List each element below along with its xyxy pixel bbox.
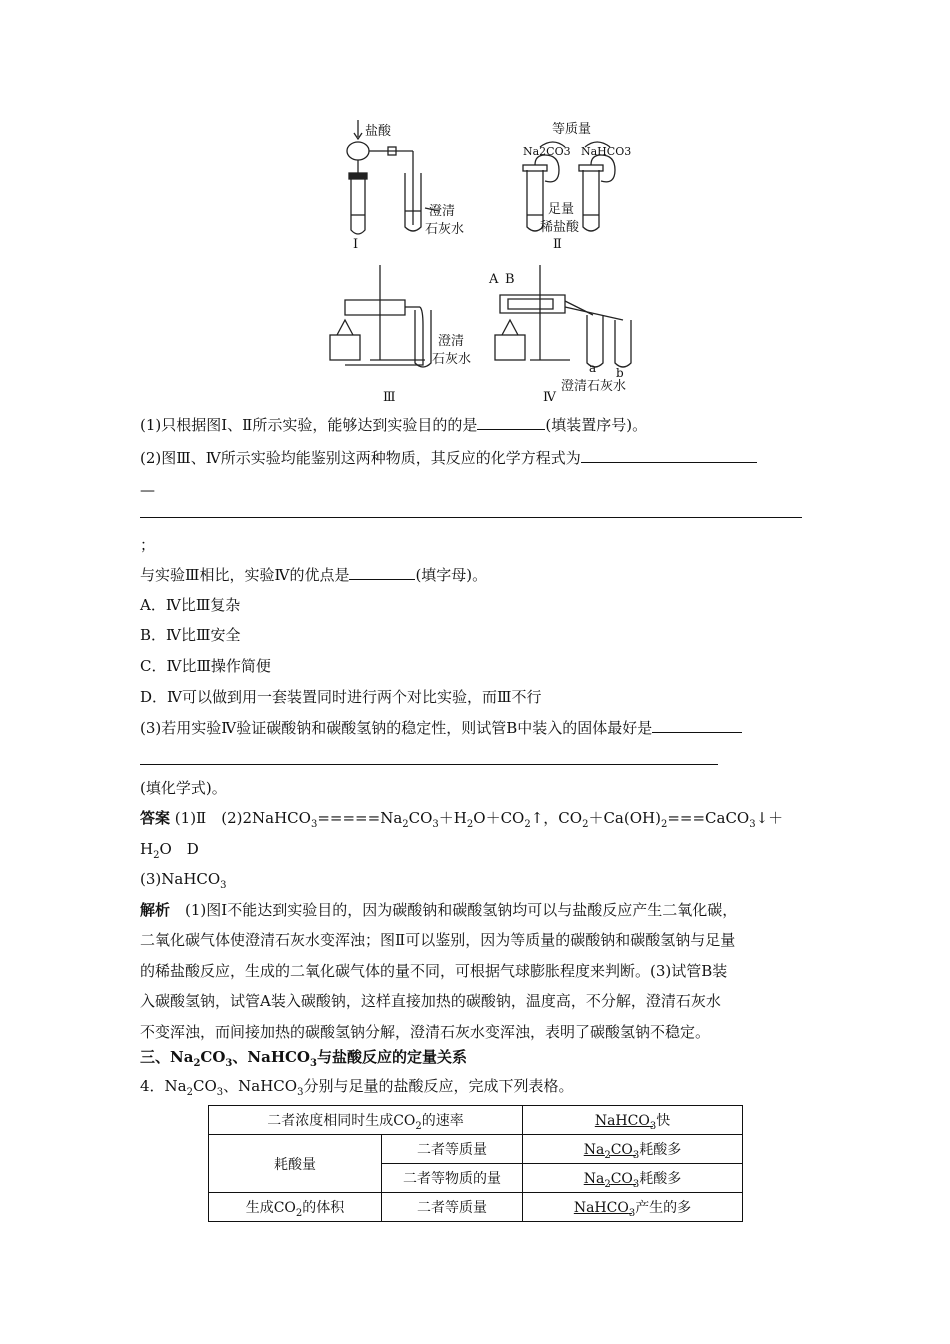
- answer-blank: [581, 448, 757, 463]
- quantitative-table: [208, 1105, 743, 1222]
- fig-label-dilute-hcl: 稀盐酸: [540, 220, 580, 235]
- fig-roman-1: Ⅰ: [353, 237, 359, 252]
- option-d: D．Ⅳ可以做到用一套装置同时进行两个对比实验，而Ⅲ不行: [140, 688, 542, 706]
- option-a: A．Ⅳ比Ⅲ复杂: [140, 596, 241, 614]
- answer-blank: [477, 415, 545, 430]
- table-cell: 耗酸量: [209, 1135, 382, 1193]
- table-cell: 二者等物质的量: [382, 1164, 523, 1193]
- apparatus-figure: [325, 115, 655, 405]
- option-c: C．Ⅳ比Ⅲ操作简便: [140, 657, 271, 675]
- answer-rule: [140, 517, 802, 518]
- analysis-line-1: 解析 (1)图Ⅰ不能达到实验目的，因为碳酸钠和碳酸氢钠均可以与盐酸反应产生二氧化碳，: [140, 901, 738, 919]
- question-4: 4．$Na_2CO_3$、NaHCO$_3$分别与足量的盐酸反应，完成下列表格。: [140, 1077, 574, 1098]
- question-2: (2)图Ⅲ、Ⅳ所示实验均能鉴别这两种物质，其反应的化学方程式为: [140, 448, 757, 468]
- fig-label-tube-a: a: [589, 361, 597, 375]
- fig-roman-3: Ⅲ: [383, 390, 396, 405]
- table-row: [209, 1106, 743, 1135]
- table-cell: 二者等质量: [382, 1193, 523, 1222]
- question-2-advantage: 与实验Ⅲ相比，实验Ⅳ的优点是 (填字母)。: [140, 566, 488, 584]
- table-cell: 生成$CO_2$的体积: [209, 1193, 382, 1222]
- fig-roman-2: Ⅱ: [553, 237, 562, 252]
- fig-label-limewater-4: 石灰水: [432, 352, 472, 367]
- question-2-semicolon: ；: [140, 536, 156, 554]
- question-2-dash: —: [140, 481, 155, 499]
- option-b: B．Ⅳ比Ⅲ安全: [140, 626, 241, 644]
- fig-label-hcl: 盐酸: [365, 124, 392, 139]
- table-cell: $Na_2CO_3$耗酸多: [523, 1135, 743, 1164]
- answer-line-3: (3)NaHCO$_3$: [140, 870, 227, 891]
- table-row: [209, 1135, 743, 1164]
- question-3: (3)若用实验Ⅳ验证碳酸钠和碳酸氢钠的稳定性，则试管B中装入的固体最好是: [140, 718, 742, 738]
- table-cell: NaHCO$_3$产生的多: [523, 1193, 743, 1222]
- analysis-line-5: 不变浑浊，而间接加热的碳酸氢钠分解，澄清石灰水变浑浊，表明了碳酸氢钠不稳定。: [140, 1023, 711, 1041]
- fig-label-na2co3: Na2CO3: [523, 145, 571, 158]
- analysis-line-2: 二氧化碳气体使澄清石灰水变浑浊；图Ⅱ可以鉴别，因为等质量的碳酸钠和碳酸氢钠与足量: [140, 931, 736, 949]
- question-1: (1)只根据图Ⅰ、Ⅱ所示实验，能够达到实验目的的是 (填装置序号)。: [140, 416, 648, 434]
- fig-roman-4: Ⅳ: [543, 390, 556, 405]
- answer-rule: [140, 764, 718, 765]
- fig-label-tube-b: b: [616, 366, 624, 380]
- fig-label-b: B: [505, 272, 515, 287]
- fig-label-limewater-3: 澄清: [438, 334, 465, 349]
- answer-label: 答案: [140, 809, 171, 827]
- table-cell: 二者浓度相同时生成$CO_2$的速率: [209, 1106, 523, 1135]
- answer-blank: [349, 565, 415, 580]
- fig-label-limewater-2: 石灰水: [425, 222, 465, 237]
- analysis-line-3: 的稀盐酸反应，生成的二氧化碳气体的量不同，可根据气球膨胀程度来判断。(3)试管B装: [140, 962, 728, 980]
- fig-label-equal-mass: 等质量: [552, 122, 592, 137]
- answer-line-1: 答案 (1)Ⅱ $(2)2NaHCO_3=====Na_2CO_3+H_2O+CO_2↑$，$CO_2+Ca(OH)_2===CaCO_3↓+$: [140, 809, 784, 830]
- table-cell: 二者等质量: [382, 1135, 523, 1164]
- fig-label-sufficient: 足量: [548, 202, 575, 217]
- answer-blank: [652, 718, 742, 733]
- table-cell: $Na_2CO_3$耗酸多: [523, 1164, 743, 1193]
- table-cell: NaHCO$_3$快: [523, 1106, 743, 1135]
- answer-line-2: $H_2O$ D: [140, 840, 199, 861]
- analysis-label: 解析: [140, 901, 171, 919]
- fig-label-nahco3: NaHCO3: [581, 145, 632, 158]
- analysis-line-4: 入碳酸氢钠，试管A装入碳酸钠，这样直接加热的碳酸钠，温度高，不分解，澄清石灰水: [140, 992, 721, 1010]
- fig-label-limewater-1: 澄清: [429, 204, 456, 219]
- table-row: [209, 1193, 743, 1222]
- fig-label-limewater-5: 澄清石灰水: [561, 379, 627, 394]
- fig-label-a: A: [489, 272, 499, 287]
- section-3-title: 三、$Na_2CO_3$、NaHCO$_3$与盐酸反应的定量关系: [140, 1048, 467, 1069]
- question-3-tail: (填化学式)。: [140, 779, 227, 797]
